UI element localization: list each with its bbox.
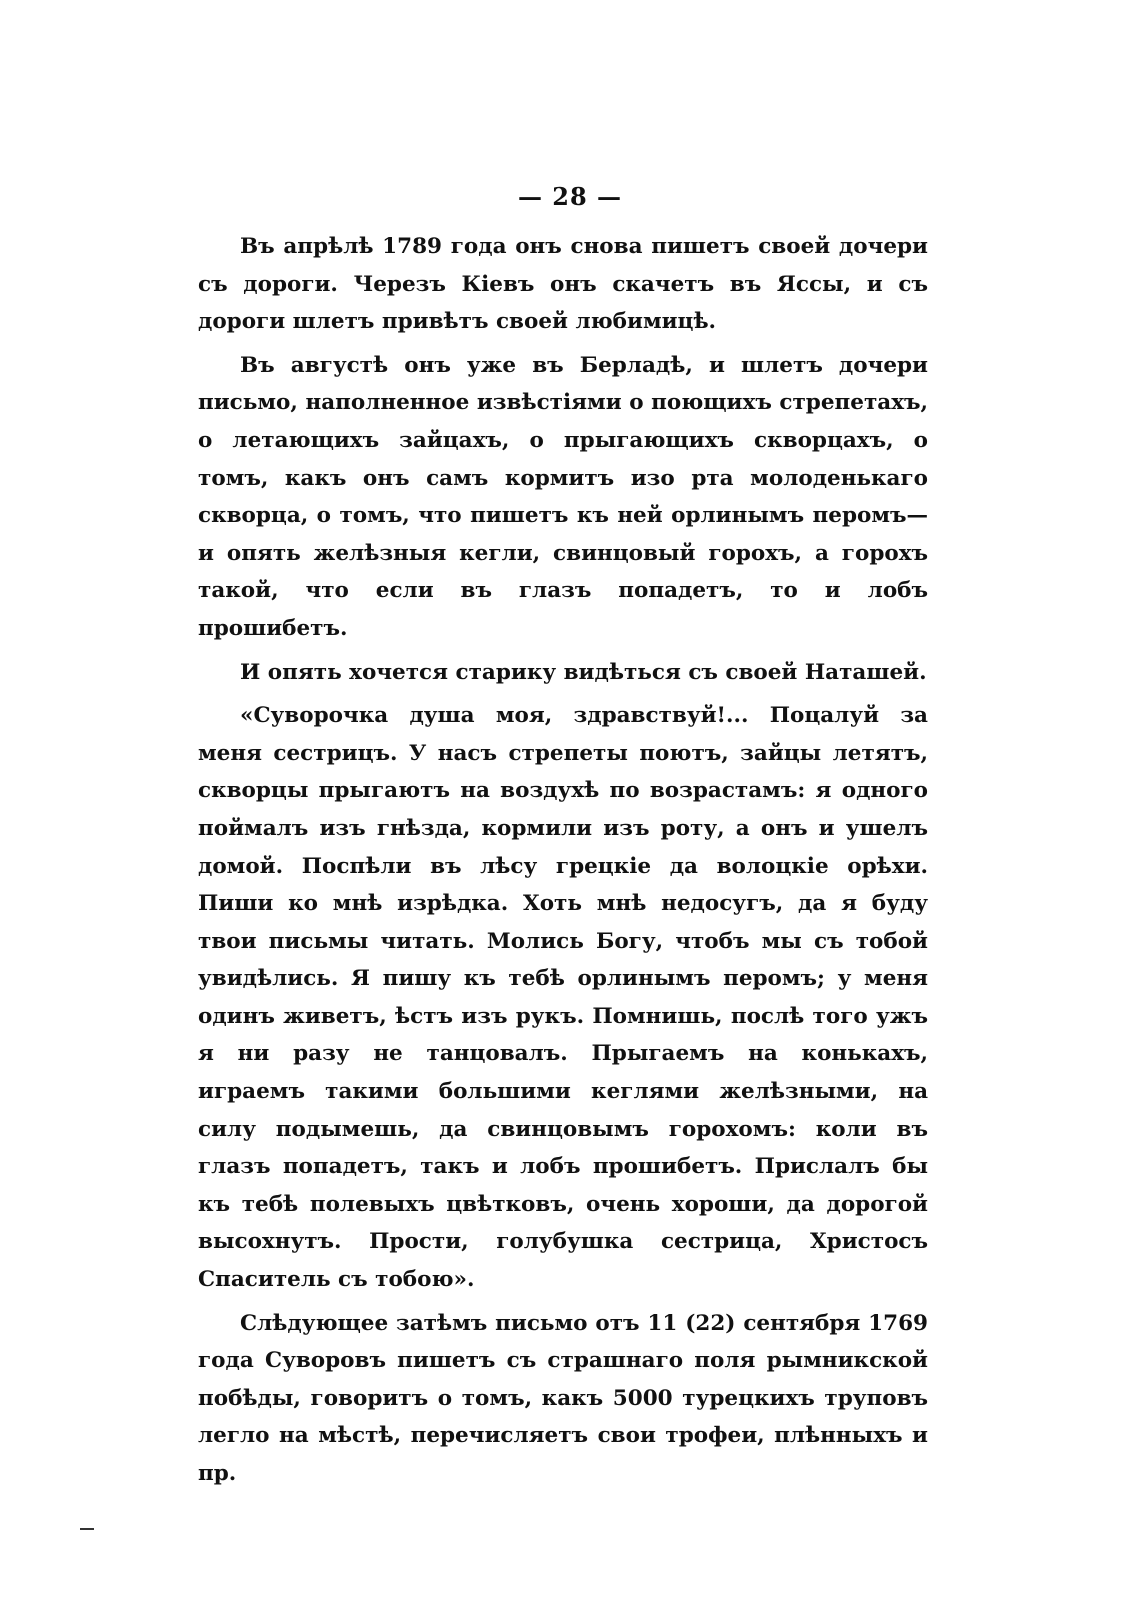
- paragraph-april-1789: Въ апрѣлѣ 1789 года онъ снова пишетъ своей дочери съ дороги. Черезъ Кіевъ онъ скачетъ въ Яссы, и съ дороги шлетъ привѣтъ своей любимицѣ.: [198, 234, 928, 335]
- paragraph-rymnik-letter: Слѣдующее затѣмъ письмо отъ 11 (22) сентября 1769 года Суворовъ пишетъ съ страшнаго поля рымникской побѣды, говоритъ о томъ, какъ 5000 турецкихъ труповъ легло на мѣстѣ, перечисляетъ свои трофеи, плѣнныхъ и пр.: [198, 1310, 928, 1486]
- scan-edge-mark: [80, 1528, 94, 1530]
- page-number: — 28 —: [517, 182, 623, 211]
- body-text: [198, 228, 928, 1499]
- paragraph-letter-quote: «Суворочка душа моя, здравствуй!... Поцалуй за меня сестрицъ. У насъ стрепеты поютъ, зайцы летятъ, скворцы прыгаютъ на воздухѣ по возрастамъ: я одного поймалъ изъ гнѣзда, кормили изъ роту, а онъ и ушелъ домой. Поспѣли въ лѣсу грецкіе да волоцкіе орѣхи. Пиши ко мнѣ изрѣдка. Хоть мнѣ недосугъ, да я буду твои письмы читать. Молись Богу, чтобъ мы съ тобой увидѣлись. Я пишу къ тебѣ орлинымъ перомъ; у меня одинъ живетъ, ѣстъ изъ рукъ. Помнишь, послѣ того ужъ я ни разу не танцовалъ. Прыгаемъ на конькахъ, играемъ такими большими кеглями желѣзными, на силу подымешь, да свинцовымъ горохомъ: коли въ глазъ попадетъ, такъ и лобъ прошибетъ. Прислалъ бы къ тебѣ полевыхъ цвѣтковъ, очень хороши, да дорогой высохнутъ. Прости, голубушка сестрица, Христосъ Спаситель съ тобою».: [198, 703, 928, 1293]
- paragraph-natasha: И опять хочется старику видѣться съ своей Наташей.: [240, 659, 927, 685]
- paragraph-august-berlad: Въ августѣ онъ уже въ Берладѣ, и шлетъ дочери письмо, наполненное извѣстіями о поющихъ стрепетахъ, о летающихъ зайцахъ, о прыгающихъ скворцахъ, о томъ, какъ онъ самъ кормитъ изо рта молоденькаго скворца, о томъ, что пишетъ къ ней орлинымъ перомъ—и опять желѣзныя кегли, свинцовый горохъ, а горохъ такой, что если въ глазъ попадетъ, то и лобъ прошибетъ.: [198, 352, 928, 641]
